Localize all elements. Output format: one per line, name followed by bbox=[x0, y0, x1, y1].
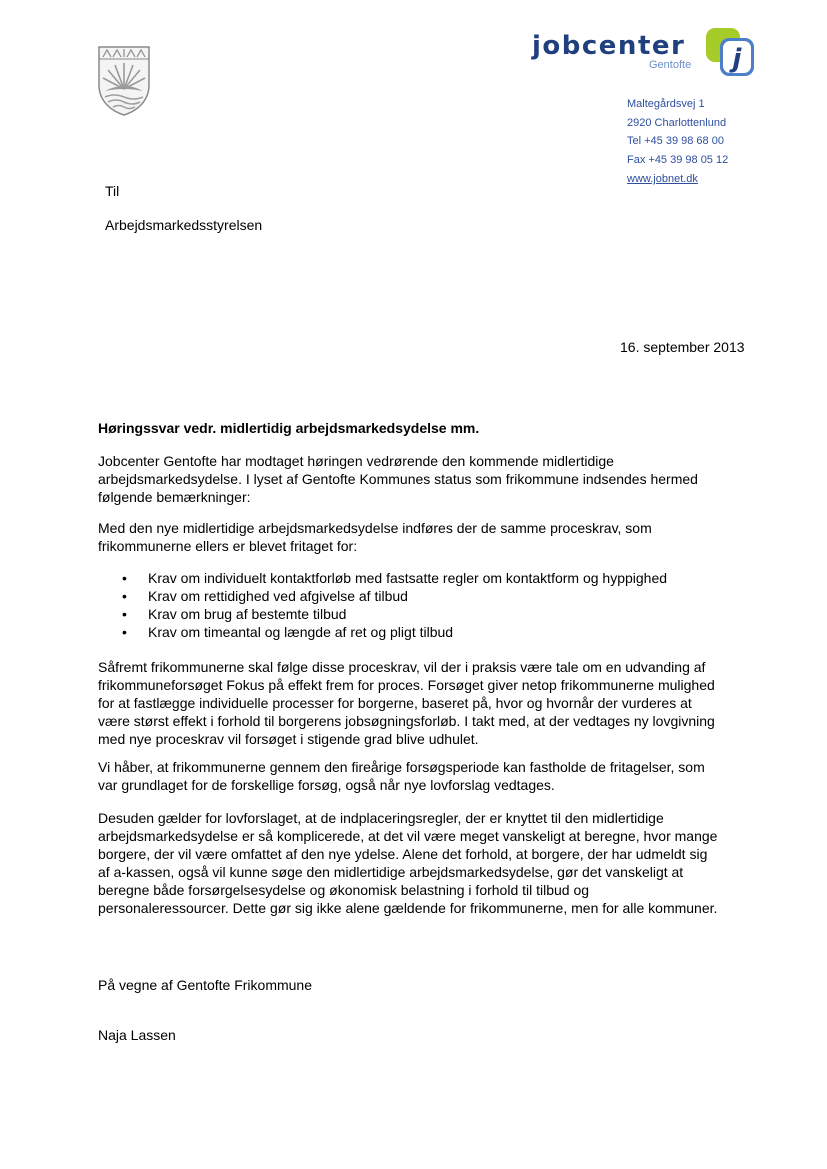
paragraph-line: være størst effekt i forhold til borgerens jobsøgningsforløb. I takt med, at der vedtages ny lovgivning bbox=[98, 713, 715, 729]
paragraph-line: arbejdsmarkedsydelse. I lyset af Gentofte Kommunes status som frikommune indsendes hermed bbox=[98, 471, 698, 487]
website-link[interactable]: www.jobnet.dk bbox=[627, 173, 698, 185]
list-item bbox=[98, 587, 667, 605]
paragraph-proceskrav bbox=[98, 519, 758, 555]
paragraph-line: var grundlaget for de forskellige forsøg, også når nye lovforslag vedtages. bbox=[98, 777, 555, 793]
list-item bbox=[98, 623, 667, 641]
paragraph-udvanding bbox=[98, 658, 758, 748]
gentofte-coat-of-arms-icon bbox=[97, 45, 151, 117]
paragraph-line: med nye proceskrav vil forsøget i stigende grad blive udhulet. bbox=[98, 731, 479, 747]
paragraph-line: af a-kassen, også vil kunne søge den midlertidige arbejdsmarkedsydelse, gør det vanskeligt at bbox=[98, 864, 684, 880]
paragraph-intro bbox=[98, 452, 758, 506]
list-item-text: Krav om individuelt kontaktforløb med fastsatte regler om kontaktform og hyppighed bbox=[148, 570, 668, 586]
closing-line: På vegne af Gentofte Frikommune bbox=[98, 977, 312, 993]
letter-subject: Høringssvar vedr. midlertidig arbejdsmarkedsydelse mm. bbox=[98, 420, 480, 436]
paragraph-line: Desuden gælder for lovforslaget, at de indplaceringsregler, der er knyttet til den midlertidige bbox=[98, 810, 664, 826]
bullet-icon: • bbox=[122, 570, 127, 586]
paragraph-line: personaleressourcer. Dette gør sig ikke alene gældende for frikommunerne, men for alle kommuner. bbox=[98, 900, 718, 916]
jobcenter-logo-subtitle: Gentofte bbox=[649, 59, 692, 71]
paragraph-line: frikommuneforsøget Fokus på effekt frem for proces. Forsøget giver netop frikommunerne mulighed bbox=[98, 677, 715, 693]
address-street: Maltegårdsvej 1 bbox=[627, 98, 705, 110]
list-item-text: Krav om rettidighed ved afgivelse af tilbud bbox=[148, 588, 408, 604]
address-city: 2920 Charlottenlund bbox=[627, 117, 727, 129]
paragraph-line: følgende bemærkninger: bbox=[98, 489, 251, 505]
paragraph-line: borgere, der vil være omfattet af den nye ydelse. Alene det forhold, at borgere, der har udmeldt sig bbox=[98, 846, 708, 862]
list-item-text: Krav om brug af bestemte tilbud bbox=[148, 606, 347, 622]
badge-letter: j bbox=[732, 44, 742, 74]
recipient-name: Arbejdsmarkedsstyrelsen bbox=[105, 217, 263, 233]
jobcenter-logo-wordmark: jobcenter bbox=[532, 31, 686, 61]
paragraph-line: beregne både forsørgelsesydelse og økonomisk belastning i forhold til tilbud og bbox=[98, 882, 590, 898]
paragraph-line: Jobcenter Gentofte har modtaget høringen vedrørende den kommende midlertidige bbox=[98, 453, 614, 469]
list-item-text: Krav om timeantal og længde af ret og pligt tilbud bbox=[148, 624, 454, 640]
signature-name: Naja Lassen bbox=[98, 1027, 176, 1043]
paragraph-line: Vi håber, at frikommunerne gennem den fireårige forsøgsperiode kan fastholde de fritagelser, som bbox=[98, 759, 705, 775]
address-phone: Tel +45 39 98 68 00 bbox=[627, 135, 724, 147]
jobcenter-badge-icon bbox=[704, 26, 758, 78]
list-item bbox=[98, 605, 667, 623]
paragraph-indplacering bbox=[98, 809, 758, 917]
letter-date: 16. september 2013 bbox=[620, 339, 745, 355]
paragraph-line: for at fastlægge individuelle processer for borgerne, baseret på, hvor og hvornår der vurderes at bbox=[98, 695, 692, 711]
paragraph-line: frikommunerne ellers er blevet fritaget for: bbox=[98, 538, 358, 554]
paragraph-line: Såfremt frikommunerne skal følge disse proceskrav, vil der i praksis være tale om en udvanding af bbox=[98, 659, 706, 675]
requirements-list bbox=[98, 569, 667, 641]
bullet-icon: • bbox=[122, 624, 127, 640]
recipient-to-label: Til bbox=[105, 183, 120, 199]
list-item bbox=[98, 569, 667, 587]
paragraph-line: arbejdsmarkedsydelse er så komplicerede, at det vil være meget vanskeligt at beregne, hvor mange bbox=[98, 828, 718, 844]
paragraph-line: Med den nye midlertidige arbejdsmarkedsydelse indføres der de samme proceskrav, som bbox=[98, 520, 652, 536]
bullet-icon: • bbox=[122, 588, 127, 604]
paragraph-haab bbox=[98, 758, 758, 794]
bullet-icon: • bbox=[122, 606, 127, 622]
address-fax: Fax +45 39 98 05 12 bbox=[627, 154, 729, 166]
